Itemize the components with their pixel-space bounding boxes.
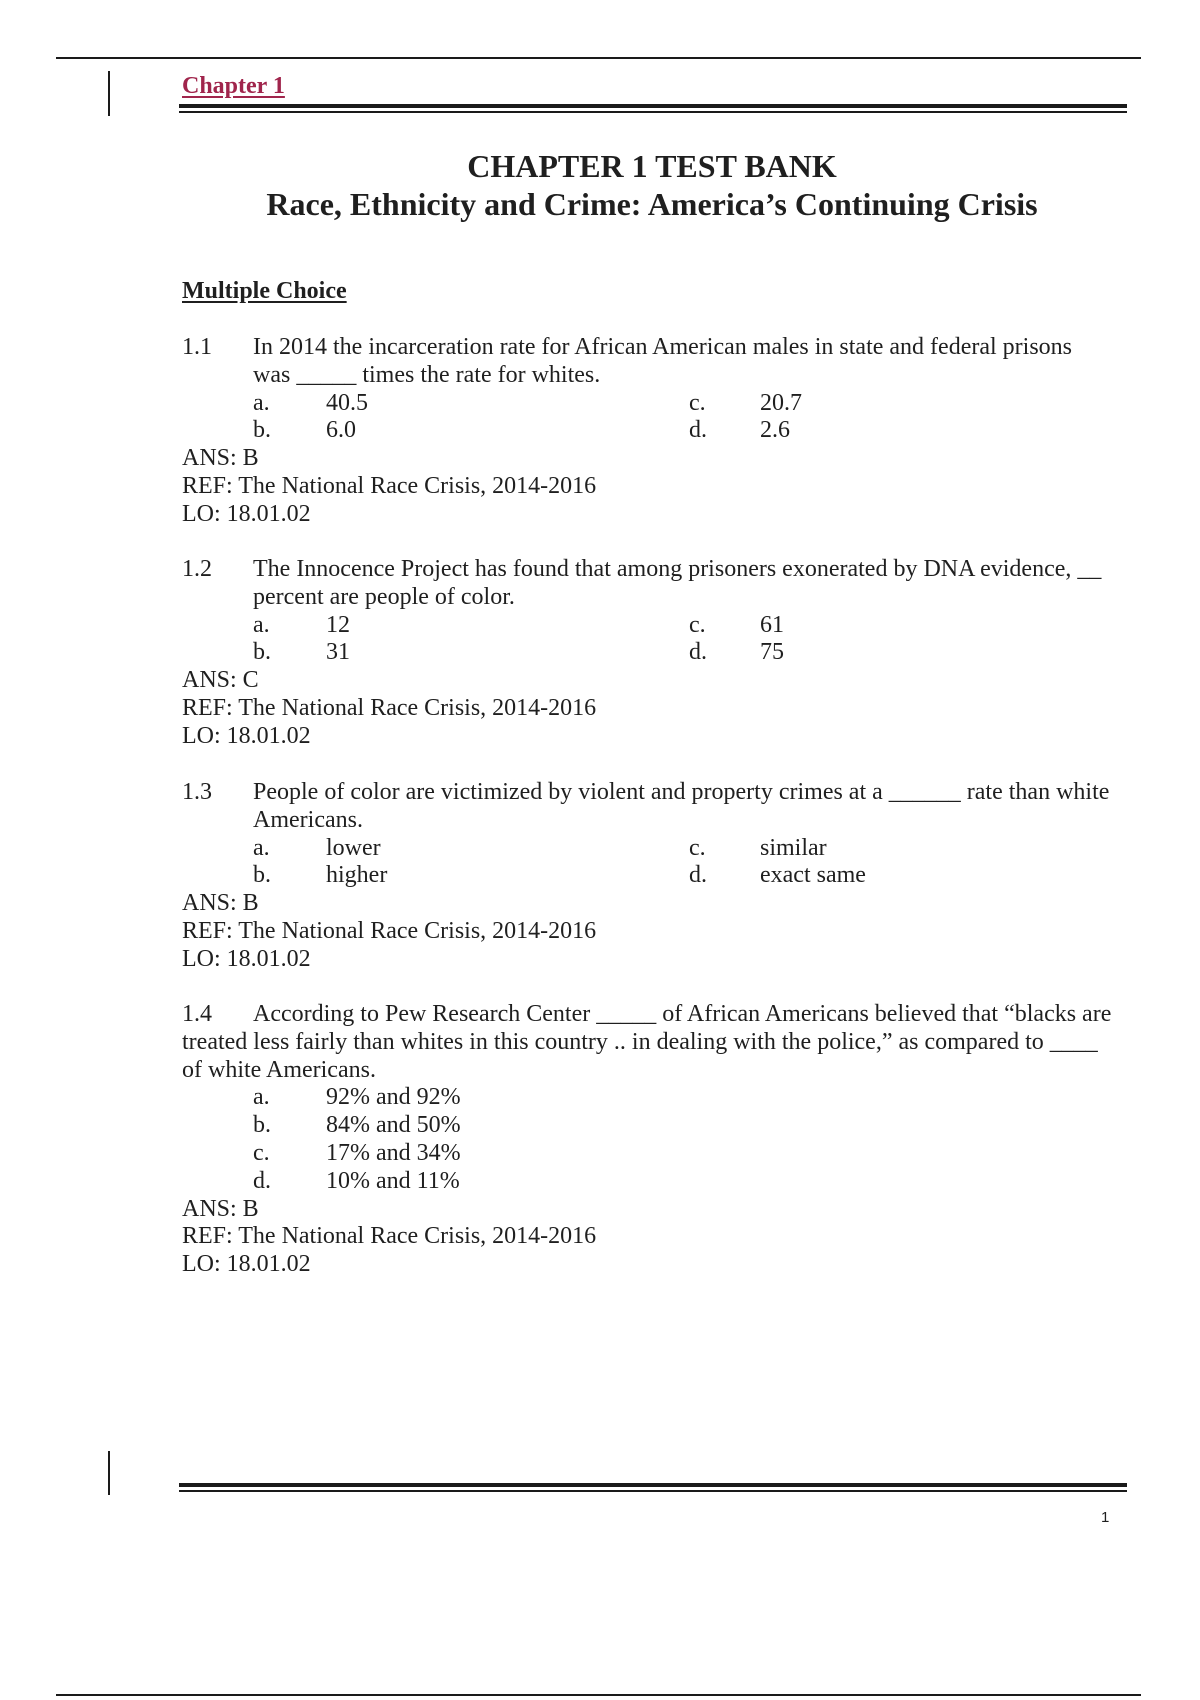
option-b-text: 31 (326, 639, 350, 666)
option-b-text: 84% and 50% (326, 1112, 461, 1139)
reference: REF: The National Race Crisis, 2014-2016 (182, 694, 597, 721)
page-number: 1 (1101, 1509, 1110, 1526)
options-row (0, 390, 1200, 418)
answer-row (0, 445, 1200, 473)
option-c-letter: c. (689, 834, 706, 861)
question-text-line: The Innocence Project has found that among prisoners exonerated by DNA evidence, __ (253, 556, 1102, 582)
footer-rule-thick (179, 1483, 1127, 1487)
reference: REF: The National Race Crisis, 2014-2016 (182, 472, 597, 499)
options-row (0, 1084, 1200, 1112)
answer-key: ANS: B (182, 1195, 259, 1222)
header-rule-thin (179, 111, 1127, 113)
learning-objective-row (0, 946, 1200, 974)
option-b-text: 6.0 (326, 417, 356, 444)
question-stem-row (0, 1029, 1200, 1057)
question-stem-row (0, 362, 1200, 390)
question-stem-row (0, 334, 1200, 362)
option-c-letter: c. (689, 611, 706, 638)
question-text-line: was _____ times the rate for whites. (253, 361, 601, 388)
learning-objective-row (0, 501, 1200, 529)
reference-row (0, 473, 1200, 501)
header-rule-thick (179, 104, 1127, 108)
question-text-line: People of color are victimized by violent and property crimes at a ______ rate than white (253, 779, 1110, 805)
page-top-border (56, 57, 1141, 59)
option-d-letter: d. (689, 862, 707, 889)
option-d-letter: d. (253, 1167, 271, 1194)
running-header-chapter-label: Chapter 1 (182, 73, 285, 99)
answer-row (0, 1196, 1200, 1224)
option-d-letter: d. (689, 639, 707, 666)
answer-row (0, 667, 1200, 695)
option-c-letter: c. (689, 389, 706, 416)
reference-row (0, 918, 1200, 946)
reference-row (0, 695, 1200, 723)
question-text-line: Americans. (253, 806, 363, 833)
option-b-letter: b. (253, 417, 271, 444)
options-row (0, 612, 1200, 640)
option-a-letter: a. (253, 611, 270, 638)
options-row (0, 835, 1200, 863)
option-c-text: 61 (760, 611, 784, 638)
option-a-letter: a. (253, 834, 270, 861)
question-number: 1.4 (182, 1001, 212, 1027)
section-heading: Multiple Choice (182, 278, 347, 304)
footer-rule-thin (179, 1490, 1127, 1492)
question-1-2 (0, 556, 1200, 751)
page-title: CHAPTER 1 TEST BANK (467, 148, 837, 184)
option-b-text: higher (326, 862, 388, 889)
question-number: 1.2 (182, 556, 212, 582)
question-text-line: treated less fairly than whites in this country .. in dealing with the police,” as compared to ____ (182, 1028, 1098, 1055)
option-c-text: 17% and 34% (326, 1139, 461, 1166)
option-d-text: exact same (760, 862, 866, 889)
learning-objective: LO: 18.01.02 (182, 722, 311, 749)
options-row (0, 1140, 1200, 1168)
question-1-4 (0, 1001, 1200, 1279)
question-text-line: percent are people of color. (253, 583, 515, 610)
option-d-text: 75 (760, 639, 784, 666)
options-row (0, 639, 1200, 667)
learning-objective: LO: 18.01.02 (182, 500, 311, 527)
answer-key: ANS: B (182, 890, 259, 917)
answer-row (0, 890, 1200, 918)
option-c-letter: c. (253, 1139, 270, 1166)
reference-row (0, 1223, 1200, 1251)
question-stem-row (0, 584, 1200, 612)
header-change-bar (108, 71, 110, 116)
question-text-line: of white Americans. (182, 1056, 376, 1083)
question-number: 1.3 (182, 779, 212, 805)
question-stem-row (0, 1001, 1200, 1029)
option-c-text: similar (760, 834, 827, 861)
option-d-letter: d. (689, 417, 707, 444)
question-1-3 (0, 779, 1200, 974)
learning-objective-row (0, 1251, 1200, 1279)
options-row (0, 417, 1200, 445)
option-a-letter: a. (253, 389, 270, 416)
options-row (0, 1112, 1200, 1140)
footer-change-bar (108, 1451, 110, 1495)
option-b-letter: b. (253, 639, 271, 666)
answer-key: ANS: C (182, 667, 259, 694)
option-a-text: lower (326, 834, 381, 861)
question-stem-row (0, 807, 1200, 835)
option-a-letter: a. (253, 1084, 270, 1111)
reference: REF: The National Race Crisis, 2014-2016 (182, 1223, 597, 1250)
question-text-line: In 2014 the incarceration rate for African American males in state and federal prisons (253, 334, 1072, 360)
option-a-text: 92% and 92% (326, 1084, 461, 1111)
option-a-text: 12 (326, 611, 350, 638)
reference: REF: The National Race Crisis, 2014-2016 (182, 917, 597, 944)
options-row (0, 862, 1200, 890)
option-a-text: 40.5 (326, 389, 368, 416)
option-d-text: 2.6 (760, 417, 790, 444)
learning-objective: LO: 18.01.02 (182, 1251, 311, 1278)
question-number: 1.1 (182, 334, 212, 360)
option-b-letter: b. (253, 862, 271, 889)
learning-objective-row (0, 723, 1200, 751)
question-text-line: According to Pew Research Center _____ of African Americans believed that “blacks are (253, 1001, 1112, 1027)
page-subtitle: Race, Ethnicity and Crime: America’s Continuing Crisis (266, 186, 1038, 222)
question-stem-row (0, 556, 1200, 584)
question-stem-row (0, 779, 1200, 807)
page-bottom-border (56, 1694, 1141, 1696)
option-b-letter: b. (253, 1112, 271, 1139)
question-stem-row (0, 1057, 1200, 1085)
question-1-1 (0, 334, 1200, 529)
options-row (0, 1168, 1200, 1196)
learning-objective: LO: 18.01.02 (182, 945, 311, 972)
option-d-text: 10% and 11% (326, 1167, 460, 1194)
option-c-text: 20.7 (760, 389, 802, 416)
answer-key: ANS: B (182, 445, 259, 472)
